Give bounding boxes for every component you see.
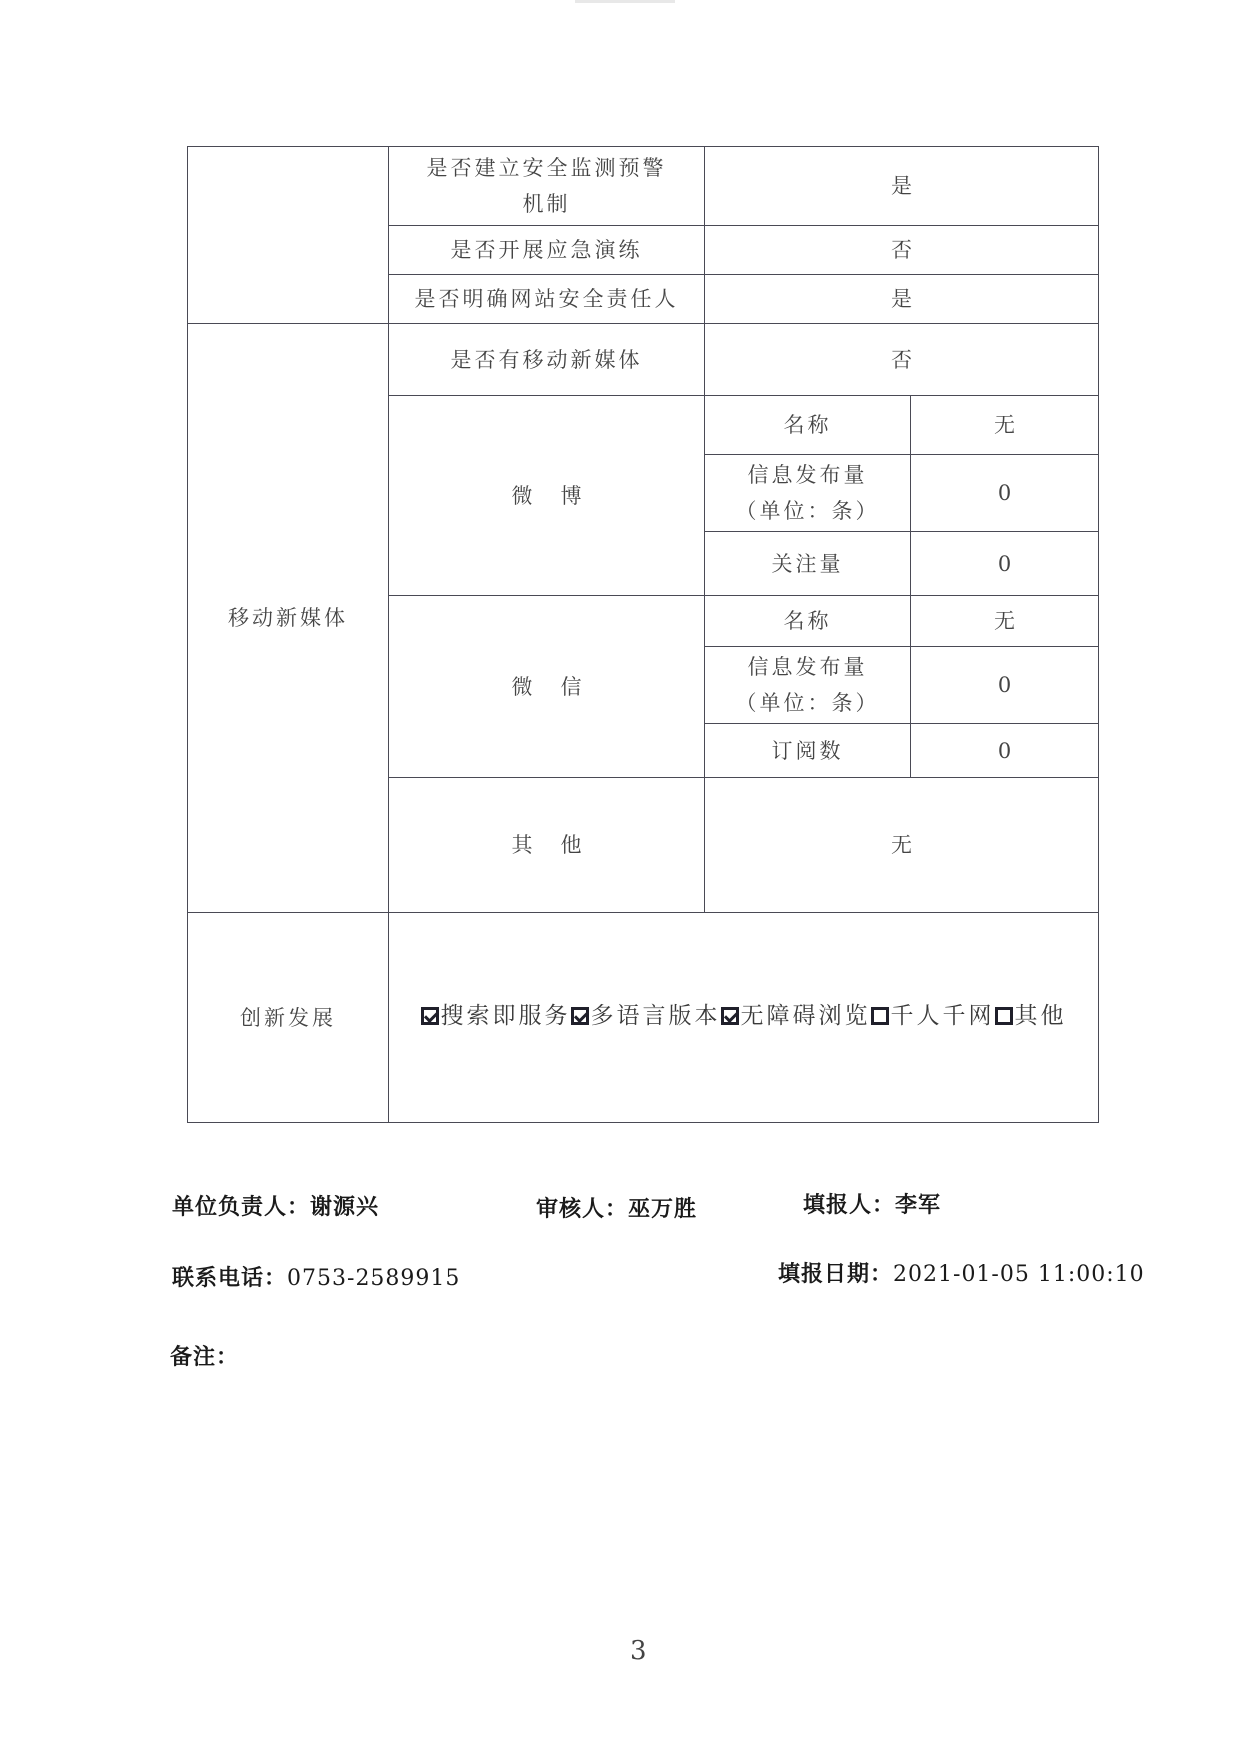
sub-value: 0: [911, 724, 1099, 778]
row-label: 是否开展应急演练: [389, 226, 705, 275]
sub-label: 信息发布量 （单位：条）: [705, 455, 911, 532]
sub-value: 0: [911, 532, 1099, 596]
other-value: 无: [705, 778, 1099, 913]
table-row: [188, 913, 1099, 1123]
weibo-label: 微博: [389, 396, 705, 596]
checkbox-checked-icon[interactable]: [721, 1007, 739, 1025]
innovation-options: [389, 913, 1099, 1123]
remarks: 备注：: [170, 1345, 240, 1370]
row-value: 是: [705, 275, 1099, 324]
table-row: [188, 147, 1099, 226]
table-row: [188, 324, 1099, 396]
page-number: 3: [630, 1636, 647, 1666]
row-value: 否: [705, 324, 1099, 396]
row-label: 是否明确网站安全责任人: [389, 275, 705, 324]
sub-value: 0: [911, 455, 1099, 532]
sub-label: 关注量: [705, 532, 911, 596]
sub-label: 订阅数: [705, 724, 911, 778]
scan-artifact: [575, 0, 675, 3]
unit-head: 单位负责人：谢源兴: [172, 1195, 380, 1220]
option-other[interactable]: 其他: [995, 998, 1067, 1034]
row-label: 是否有移动新媒体: [389, 324, 705, 396]
reviewer: 审核人：巫万胜: [536, 1197, 698, 1222]
sub-label: 名称: [705, 396, 911, 455]
option-personalized[interactable]: 千人千网: [871, 998, 995, 1034]
mobile-section-label: 移动新媒体: [188, 324, 389, 913]
sub-label: 名称: [705, 596, 911, 647]
filler: 填报人：李军: [803, 1193, 942, 1218]
other-label: 其他: [389, 778, 705, 913]
sub-value: 无: [911, 396, 1099, 455]
sub-value: 无: [911, 596, 1099, 647]
row-label: 是否建立安全监测预警 机制: [389, 147, 705, 226]
wechat-label: 微信: [389, 596, 705, 778]
sub-label: 信息发布量 （单位：条）: [705, 647, 911, 724]
checkbox-checked-icon[interactable]: [421, 1007, 439, 1025]
checkbox-unchecked-icon[interactable]: [871, 1007, 889, 1025]
checkbox-checked-icon[interactable]: [571, 1007, 589, 1025]
checkbox-unchecked-icon[interactable]: [995, 1007, 1013, 1025]
option-search-service[interactable]: 搜索即服务: [421, 998, 571, 1034]
option-accessibility[interactable]: 无障碍浏览: [721, 998, 871, 1034]
option-multilingual[interactable]: 多语言版本: [571, 998, 721, 1034]
row-value: 否: [705, 226, 1099, 275]
fill-date: 填报日期：2021-01-05 11:00:10: [778, 1262, 1145, 1287]
row-value: 是: [705, 147, 1099, 226]
sub-value: 0: [911, 647, 1099, 724]
innovation-label: 创新发展: [188, 913, 389, 1123]
contact-phone: 联系电话：0753-2589915: [172, 1266, 461, 1291]
security-section-cell: [188, 147, 389, 324]
website-report-table: [187, 146, 1099, 1123]
